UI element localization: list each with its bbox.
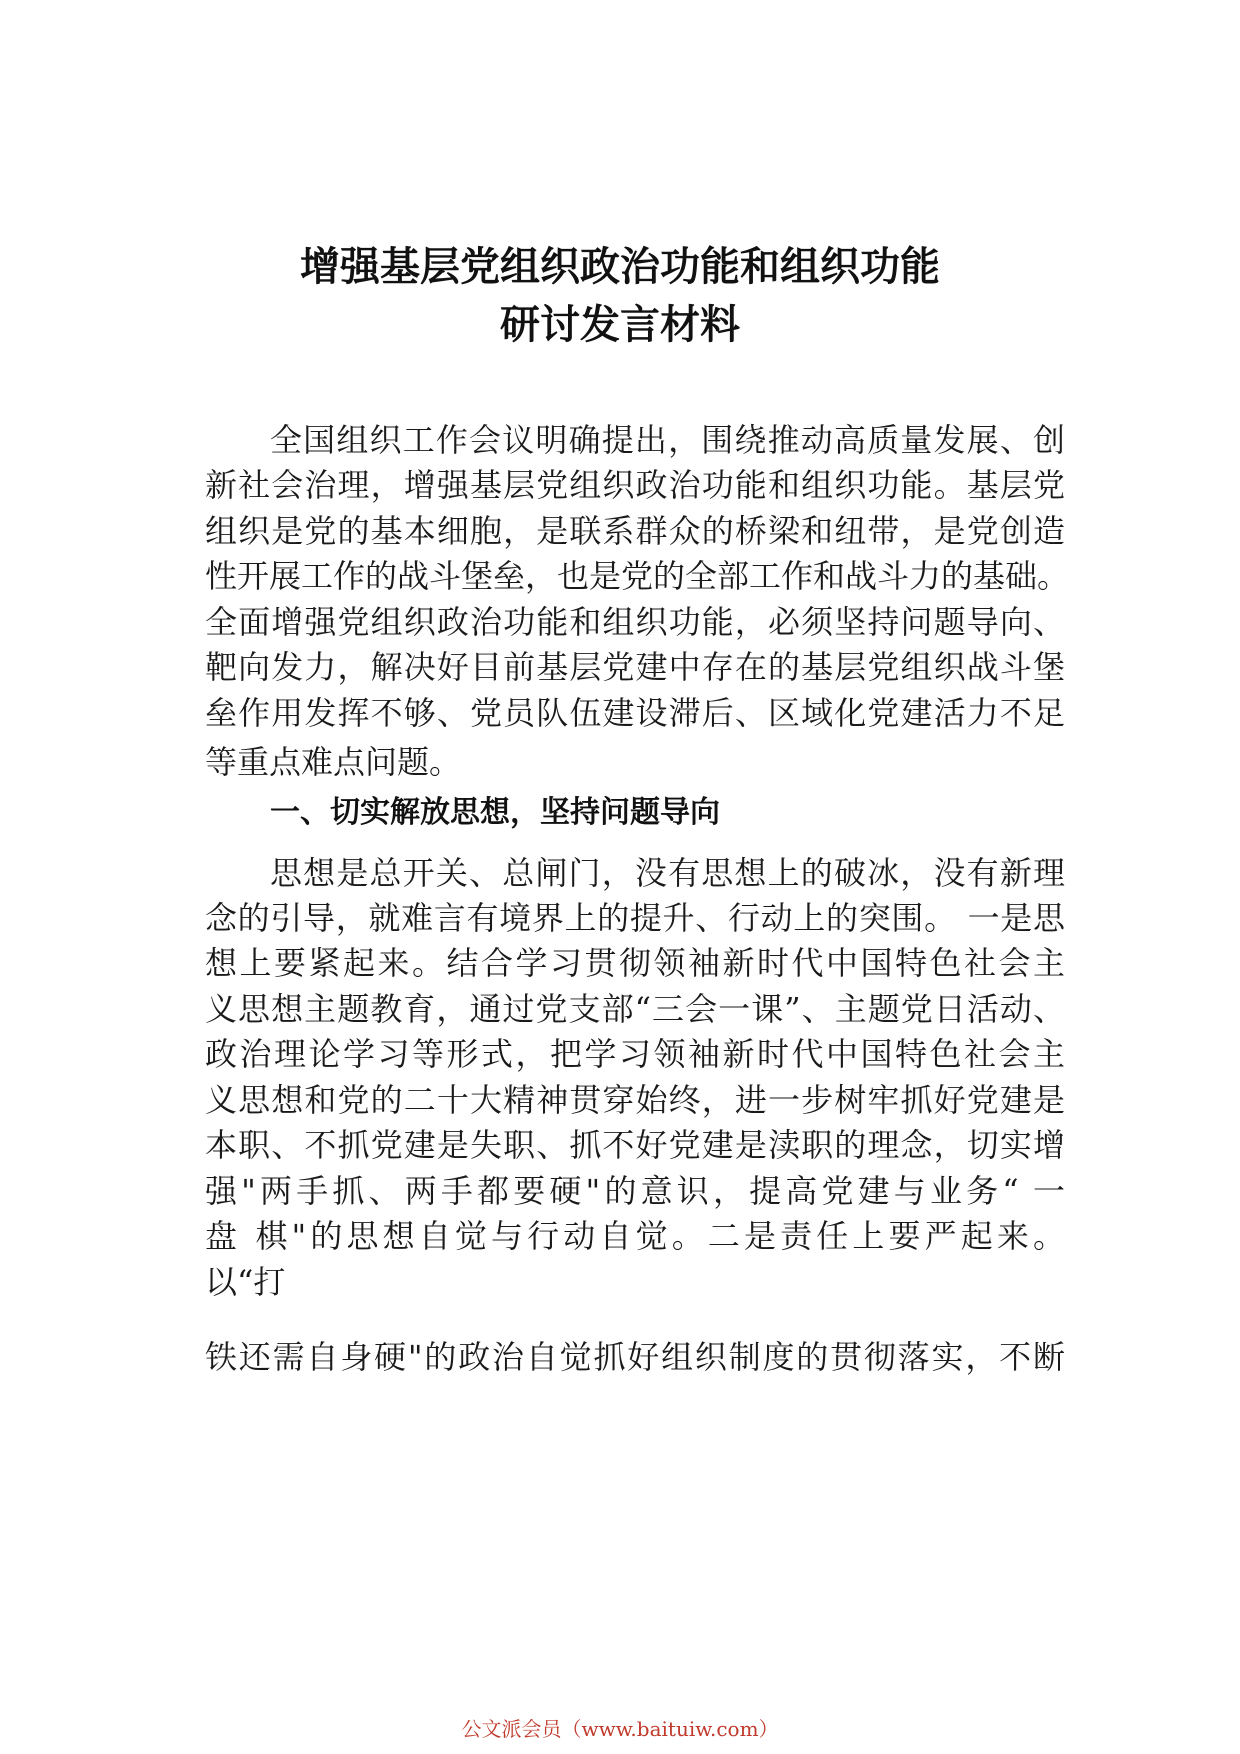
body-line: 盘 棋"的思想自觉与行动自觉。二是责任上要严起来。 xyxy=(205,1217,1065,1255)
body-line: 思想是总开关、总闸门，没有思想上的破冰，没有新理 xyxy=(270,854,1065,892)
section-heading: 一、切实解放思想，坚持问题导向 xyxy=(270,795,720,830)
intro-line: 全面增强党组织政治功能和组织功能，必须坚持问题导向、 xyxy=(205,603,1065,641)
intro-line: 靶向发力，解决好目前基层党建中存在的基层党组织战斗堡 xyxy=(205,648,1065,686)
body-line: 政治理论学习等形式，把学习领袖新时代中国特色社会主 xyxy=(205,1035,1065,1073)
intro-line: 性开展工作的战斗堡垒，也是党的全部工作和战斗力的基础。 xyxy=(205,557,1070,595)
body-line: 念的引导，就难言有境界上的提升、行动上的突围。 一是思 xyxy=(205,899,1065,937)
intro-line: 垒作用发挥不够、党员队伍建设滞后、区域化党建活力不足 xyxy=(205,694,1065,732)
intro-line: 新社会治理，增强基层党组织政治功能和组织功能。基层党 xyxy=(205,466,1065,504)
body-line: 强"两手抓、两手都要硬"的意识，提高党建与业务“ 一 xyxy=(205,1172,1065,1210)
body-line: 义思想和党的二十大精神贯穿始终，进一步树牢抓好党建是 xyxy=(205,1081,1065,1119)
body-line: 本职、不抓党建是失职、抓不好党建是渎职的理念，切实增 xyxy=(205,1126,1065,1164)
intro-line: 全国组织工作会议明确提出，围绕推动高质量发展、创 xyxy=(270,421,1065,459)
body-line: 想上要紧起来。结合学习贯彻领袖新时代中国特色社会主 xyxy=(205,944,1065,982)
footer-watermark: 公文派会员（www.baituiw.com） xyxy=(461,1717,779,1741)
body-line: 铁还需自身硬"的政治自觉抓好组织制度的贯彻落实，不断 xyxy=(205,1338,1065,1376)
body-line: 以“打 xyxy=(205,1263,286,1301)
intro-line: 等重点难点问题。 xyxy=(205,743,462,781)
body-line: 义思想主题教育，通过党支部“三会一课”、主题党日活动、 xyxy=(205,990,1065,1028)
document-title-line-1: 增强基层党组织政治功能和组织功能 xyxy=(300,244,940,290)
intro-line: 组织是党的基本细胞，是联系群众的桥梁和纽带，是党创造 xyxy=(205,512,1065,550)
document-title-line-2: 研讨发言材料 xyxy=(500,302,740,348)
